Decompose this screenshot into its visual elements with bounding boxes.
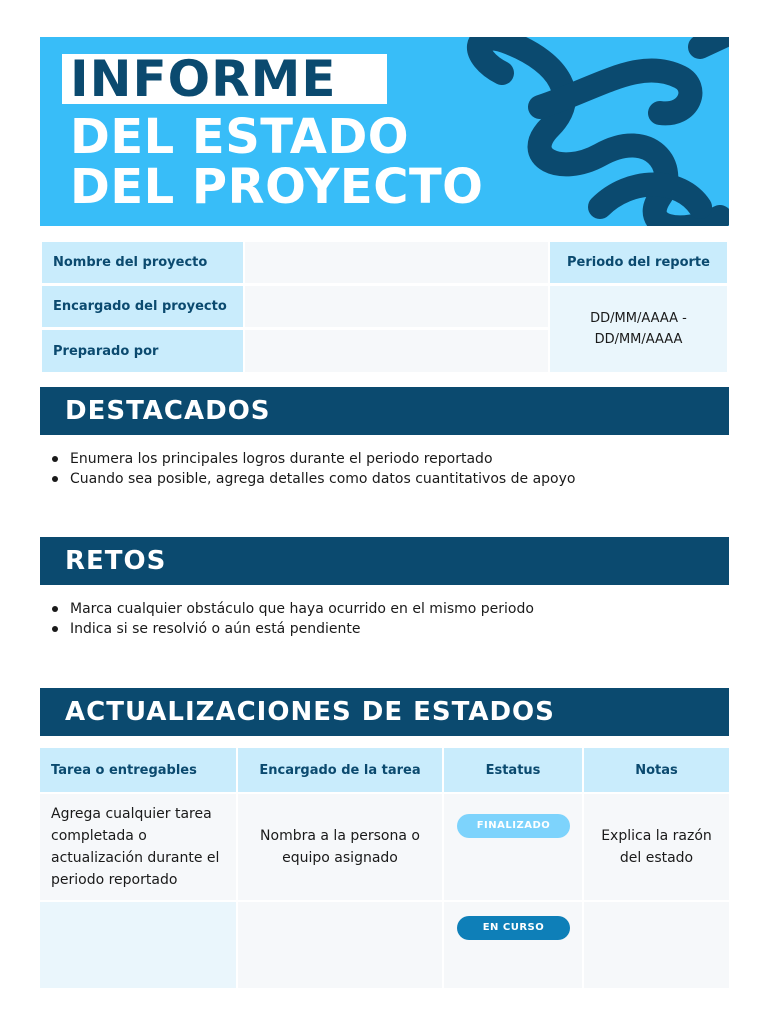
column-header-owner: Encargado de la tarea (238, 748, 442, 792)
report-header (40, 37, 729, 226)
list-item-text: Cuando sea posible, agrega detalles como datos cuantitativos de apoyo (70, 471, 576, 487)
table-cell-status (444, 902, 582, 988)
list-item-text: Indica si se resolvió o aún está pendiente (70, 621, 361, 637)
highlights-header: DESTACADOS (40, 387, 729, 435)
bullet-icon (52, 456, 58, 462)
title-line-2: DEL ESTADO (70, 109, 410, 165)
list-item (52, 449, 575, 469)
table-cell-task[interactable] (40, 902, 236, 988)
prepared-by-field[interactable] (245, 330, 548, 372)
list-item (52, 599, 534, 619)
project-manager-label: Encargado del proyecto (42, 286, 243, 327)
title-line-3: DEL PROYECTO (70, 159, 484, 215)
prepared-by-label: Preparado por (42, 330, 243, 372)
list-item (52, 469, 575, 489)
table-cell-owner[interactable]: Nombra a la persona o equipo asignado (238, 794, 442, 900)
table-cell-notes[interactable]: Explica la razón del estado (584, 794, 729, 900)
column-header-notes: Notas (584, 748, 729, 792)
bullet-icon (52, 626, 58, 632)
table-cell-owner[interactable] (238, 902, 442, 988)
column-header-task: Tarea o entregables (40, 748, 236, 792)
title-line-1: INFORME (70, 50, 337, 108)
project-info-table (42, 242, 727, 372)
list-item (52, 619, 534, 639)
bullet-icon (52, 476, 58, 482)
project-name-field[interactable] (245, 242, 548, 283)
report-period-label: Periodo del reporte (550, 242, 727, 283)
report-period-value[interactable]: DD/MM/AAAA - DD/MM/AAAA (550, 286, 727, 372)
table-cell-status (444, 794, 582, 900)
bullet-icon (52, 606, 58, 612)
status-badge-in-progress[interactable]: EN CURSO (457, 916, 570, 940)
list-item-text: Enumera los principales logros durante el periodo reportado (70, 451, 493, 467)
table-cell-task[interactable]: Agrega cualquier tarea completada o actualización durante el periodo reportado (40, 794, 236, 900)
challenges-header: RETOS (40, 537, 729, 585)
project-name-label: Nombre del proyecto (42, 242, 243, 283)
list-item-text: Marca cualquier obstáculo que haya ocurrido en el mismo periodo (70, 601, 534, 617)
column-header-status: Estatus (444, 748, 582, 792)
table-cell-notes[interactable] (584, 902, 729, 988)
project-manager-field[interactable] (245, 286, 548, 327)
highlights-list (52, 449, 575, 489)
status-badge-done[interactable]: FINALIZADO (457, 814, 570, 838)
status-updates-header: ACTUALIZACIONES DE ESTADOS (40, 688, 729, 736)
status-table (40, 748, 729, 988)
challenges-list (52, 599, 534, 639)
